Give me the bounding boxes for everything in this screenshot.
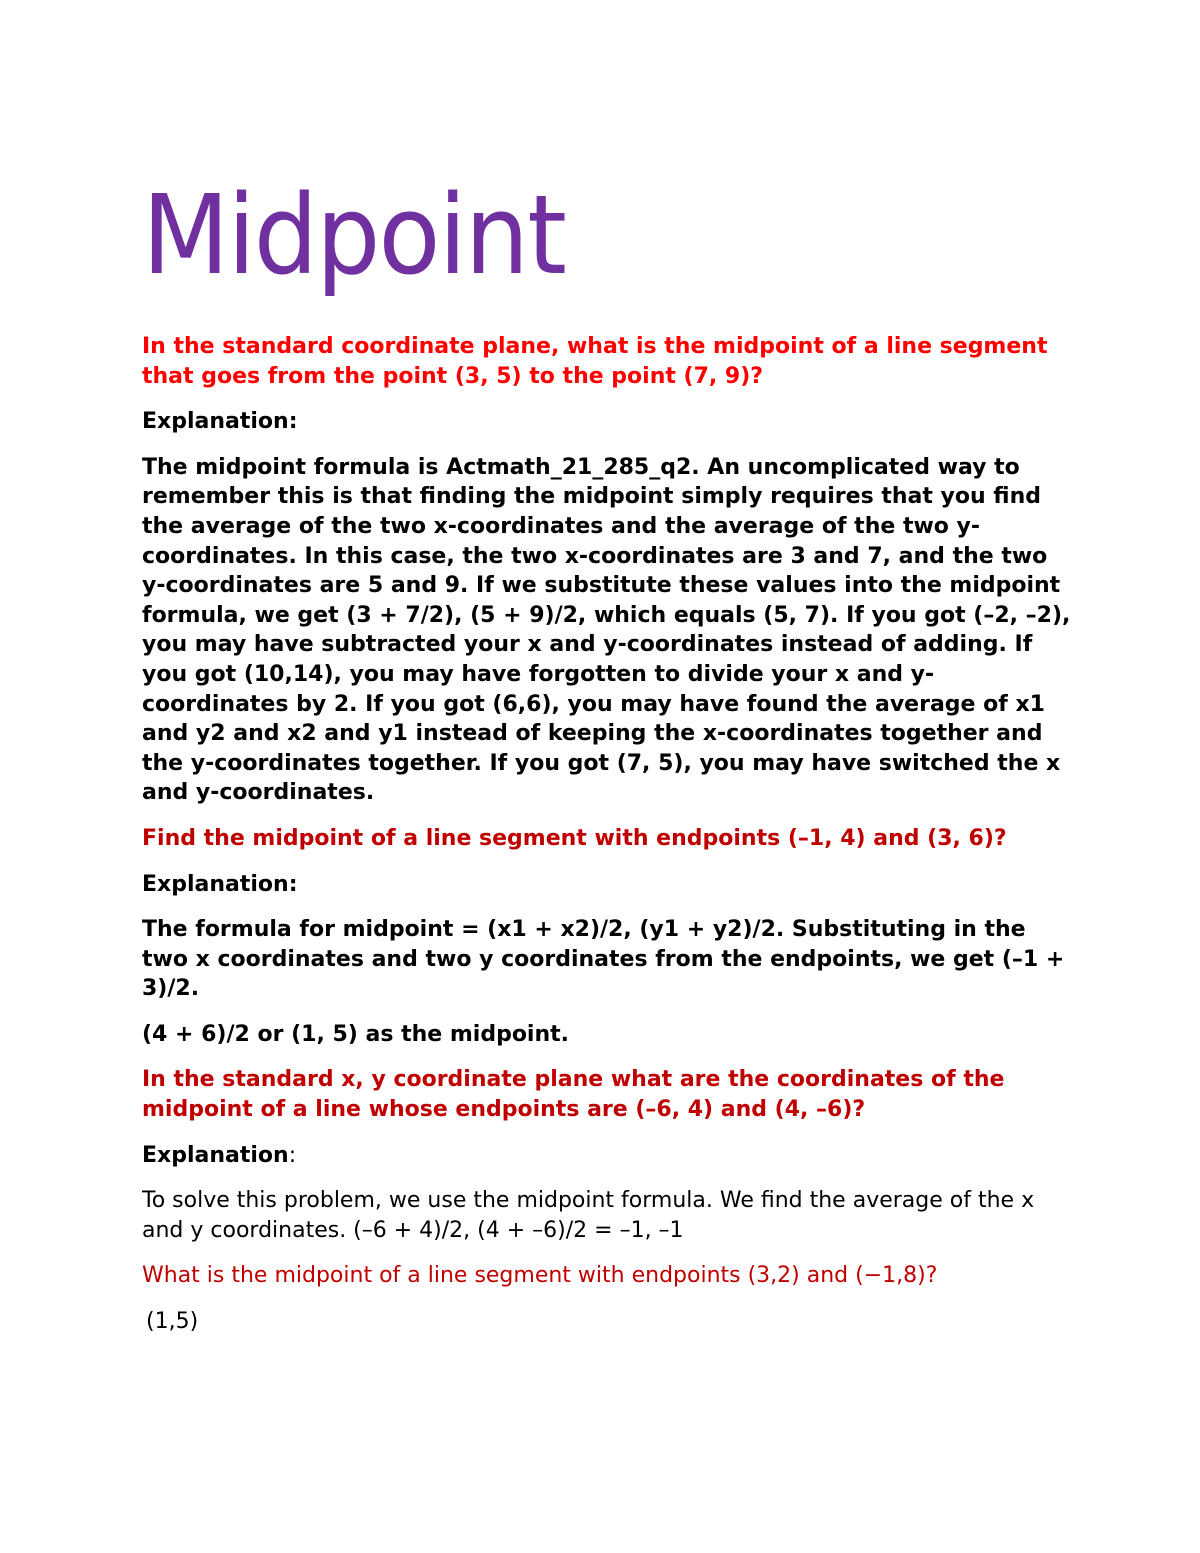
- explanation-2: The formula for midpoint = (x1 + x2)/2, (y1 + y2)/2. Substituting in the two x coordinates and two y coordinates from the endpoints, we get (–1 + 3)/2.: [142, 917, 1065, 1002]
- explanation-label-1: Explanation:: [142, 409, 298, 435]
- explanation-2-continued: (4 + 6)/2 or (1, 5) as the midpoint.: [142, 1021, 570, 1047]
- question-3: In the standard x, y coordinate plane what are the coordinates of the midpoint of a line whose endpoints are (–6, 4) and (4, –6)?: [142, 1067, 1005, 1123]
- question-1: In the standard coordinate plane, what is the midpoint of a line segment that goes from the point (3, 5) to the point (7, 9)?: [142, 334, 1048, 389]
- explanation-label-3-text: Explanation: [142, 1142, 289, 1168]
- explanation-label-2: Explanation:: [142, 871, 298, 897]
- page-title: Midpoint: [142, 171, 566, 299]
- document-page: [142, 170, 1072, 1353]
- answer-4: (1,5): [146, 1309, 199, 1335]
- explanation-1: The midpoint formula is Actmath_21_285_q2. An uncomplicated way to remember this is that finding the midpoint simply requires that you find the average of the two x-coordinates and the average of the two y-coordinates. In this case, the two x-coordinates are 3 and 7, and the two y-coordinates are 5 and 9. If we substitute these values into the midpoint formula, we get (3 + 7/2), (5 + 9)/2, which equals (5, 7). If you got (–2, –2), you may have subtracted your x and y-coordinates instead of adding. If you got (10,14), you may have forgotten to divide your x and y-coordinates by 2. If you got (6,6), you may have found the average of x1 and y2 and x2 and y1 instead of keeping the x-coordinates together and the y-coordinates together. If you got (7, 5), you may have switched the x and y-coordinates.: [142, 454, 1071, 806]
- question-4: What is the midpoint of a line segment with endpoints (3,2) and (−1,8)?: [142, 1263, 938, 1289]
- question-2: Find the midpoint of a line segment with endpoints (–1, 4) and (3, 6)?: [142, 825, 1007, 851]
- explanation-label-3: [142, 1141, 1072, 1171]
- explanation-label-3-colon: :: [288, 1142, 297, 1168]
- explanation-3: To solve this problem, we use the midpoint formula. We find the average of the x and y coordinates. (–6 + 4)/2, (4 + –6)/2 = –1, –1: [142, 1188, 1035, 1243]
